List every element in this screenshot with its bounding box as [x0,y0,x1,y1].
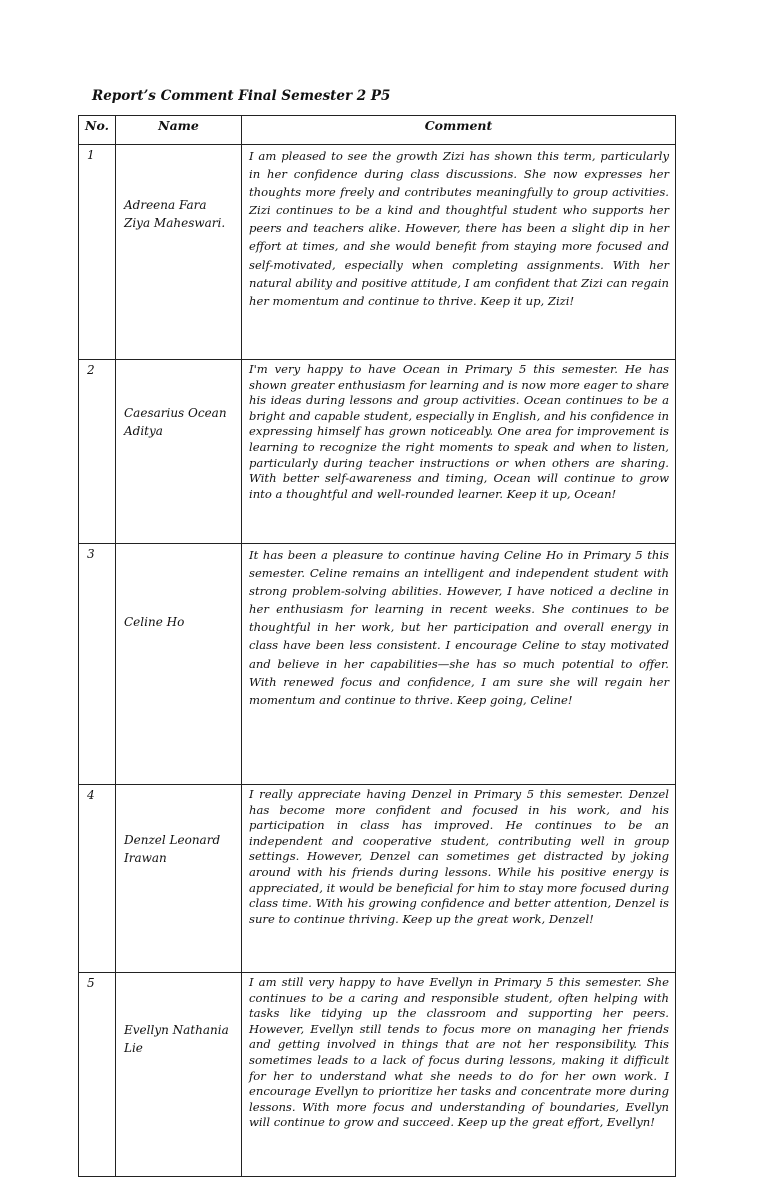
student-comment: I really appreciate having Denzel in Primary 5 this semester. Denzel has become more confident and focused in his work, and his participation in class has improved. He continues to be an independent and cooperative student, contributing well in group settings. However, Denzel can sometimes get distracted by joking around with his friends during lessons. While his positive energy is appreciated, it would be beneficial for him to stay more focused during class time. With his growing confidence and better attention, Denzel is sure to continue thriving. Keep up the great work, Denzel! [242,785,676,973]
student-name: Evellyn Nathania Lie [116,973,242,1177]
student-name: Adreena Fara Ziya Maheswari. [116,145,242,360]
header-no: No. [79,116,116,145]
table-header-row [79,116,676,145]
row-number: 5 [79,973,116,1177]
table-row [79,973,676,1177]
header-comment: Comment [242,116,676,145]
table-row [79,145,676,360]
student-comment: It has been a pleasure to continue having Celine Ho in Primary 5 this semester. Celine remains an intelligent and independent student with strong problem-solving abilities. However, I have noticed a decline in her enthusiasm for learning in recent weeks. She continues to be thoughtful in her work, but her participation and overall energy in class have been less consistent. I encourage Celine to stay motivated and believe in her capabilities—she has so much potential to offer. With renewed focus and confidence, I am sure she will regain her momentum and continue to thrive. Keep going, Celine! [242,544,676,785]
student-name: Celine Ho [116,544,242,785]
student-comment: I am pleased to see the growth Zizi has shown this term, particularly in her confidence during class discussions. She now expresses her thoughts more freely and contributes meaningfully to group activities. Zizi continues to be a kind and thoughtful student who supports her peers and teachers alike. However, there has been a slight dip in her effort at times, and she would benefit from staying more focused and self-motivated, especially when completing assignments. With her natural ability and positive attitude, I am confident that Zizi can regain her momentum and continue to thrive. Keep it up, Zizi! [242,145,676,360]
student-comment: I'm very happy to have Ocean in Primary 5 this semester. He has shown greater enthusiasm for learning and is now more eager to share his ideas during lessons and group activities. Ocean continues to be a bright and capable student, especially in English, and his confidence in expressing himself has grown noticeably. One area for improvement is learning to recognize the right moments to speak and when to listen, particularly during teacher instructions or when others are sharing. With better self-awareness and timing, Ocean will continue to grow into a thoughtful and well-rounded learner. Keep it up, Ocean! [242,360,676,544]
table-row [79,785,676,973]
table-row [79,544,676,785]
row-number: 1 [79,145,116,360]
report-comments-table [78,115,676,1177]
row-number: 2 [79,360,116,544]
student-comment: I am still very happy to have Evellyn in Primary 5 this semester. She continues to be a caring and responsible student, often helping with tasks like tidying up the classroom and supporting her peers. However, Evellyn still tends to focus more on managing her friends and getting involved in things that are not her responsibility. This sometimes leads to a lack of focus during lessons, making it difficult for her to understand what she needs to do for her own work. I encourage Evellyn to prioritize her tasks and concentrate more during lessons. With more focus and understanding of boundaries, Evellyn will continue to grow and succeed. Keep up the great effort, Evellyn! [242,973,676,1177]
student-name: Denzel Leonard Irawan [116,785,242,973]
row-number: 3 [79,544,116,785]
student-name: Caesarius Ocean Aditya [116,360,242,544]
header-name: Name [116,116,242,145]
document-title: Report’s Comment Final Semester 2 P5 [92,88,391,104]
row-number: 4 [79,785,116,973]
table-row [79,360,676,544]
